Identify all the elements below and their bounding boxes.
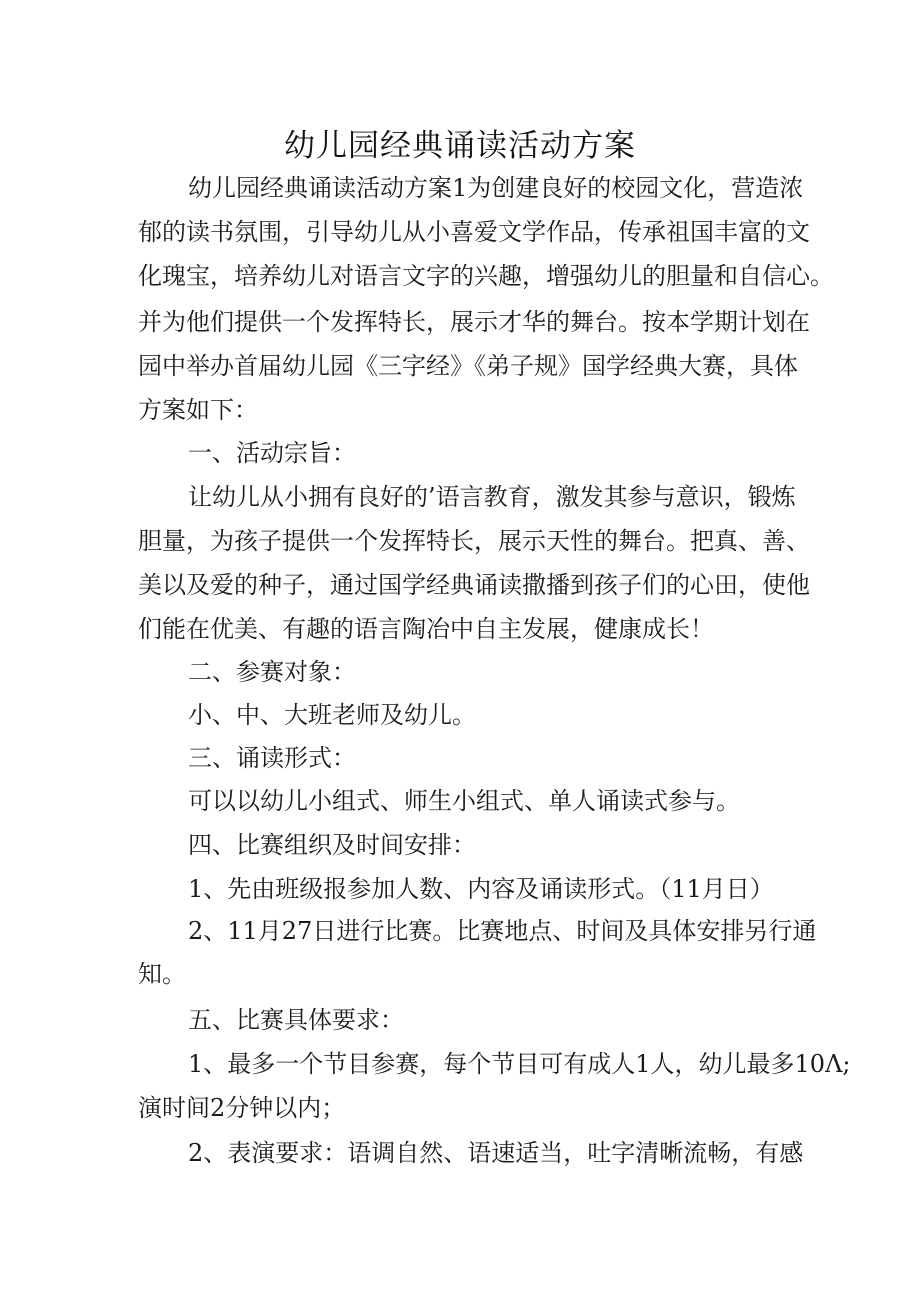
- paragraph-line: 美以及爱的种子，通过国学经典诵读撒播到孩子们的心田，使他: [138, 571, 810, 599]
- paragraph-line: 可以以幼儿小组式、师生小组式、单人诵读式参与。: [188, 787, 740, 815]
- section-heading: 二、参赛对象：: [188, 658, 356, 686]
- paragraph-line: 园中举办首届幼儿园《三字经》《弟子规》国学经典大赛，具体: [138, 352, 798, 380]
- paragraph-line: 们能在优美、有趣的语言陶冶中自主发展，健康成长！: [138, 615, 714, 643]
- paragraph-line: 并为他们提供一个发挥特长，展示才华的舞台。按本学期计划在: [138, 308, 810, 336]
- document-title: 幼儿园经典诵读活动方案: [284, 128, 636, 164]
- paragraph-line: 郁的读书氛围，引导幼儿从小喜爱文学作品，传承祖国丰富的文: [138, 218, 810, 246]
- paragraph-line: 幼儿园经典诵读活动方案1为创建良好的校园文化，营造浓: [188, 174, 804, 202]
- list-item: 1、先由班级报参加人数、内容及诵读形式。（11月日）: [188, 875, 774, 903]
- paragraph-line: 小、中、大班老师及幼儿。: [188, 701, 476, 729]
- section-heading: 五、比赛具体要求：: [188, 1006, 404, 1034]
- section-heading: 三、诵读形式：: [188, 744, 356, 772]
- list-item: 2、11月27日进行比赛。比赛地点、时间及具体安排另行通: [188, 917, 817, 945]
- section-heading: 一、活动宗旨：: [188, 439, 356, 467]
- paragraph-line: 方案如下：: [138, 396, 258, 424]
- paragraph-line: 让幼儿从小拥有良好的’语言教育，激发其参与意识，锻炼: [188, 483, 796, 511]
- section-heading: 四、比赛组织及时间安排：: [188, 831, 476, 859]
- list-item: 2、表演要求：语调自然、语速适当，吐字清晰流畅，有感: [188, 1139, 804, 1167]
- paragraph-line: 知。: [138, 960, 186, 988]
- list-item: 1、最多一个节目参赛，每个节目可有成人1人，幼儿最多10Λ;: [188, 1050, 851, 1078]
- paragraph-line: 演时间2分钟以内；: [138, 1094, 346, 1122]
- paragraph-line: 胆量，为孩子提供一个发挥特长，展示天性的舞台。把真、善、: [138, 527, 810, 555]
- paragraph-line: 化瑰宝，培养幼儿对语言文字的兴趣，增强幼儿的胆量和自信心。: [138, 262, 834, 290]
